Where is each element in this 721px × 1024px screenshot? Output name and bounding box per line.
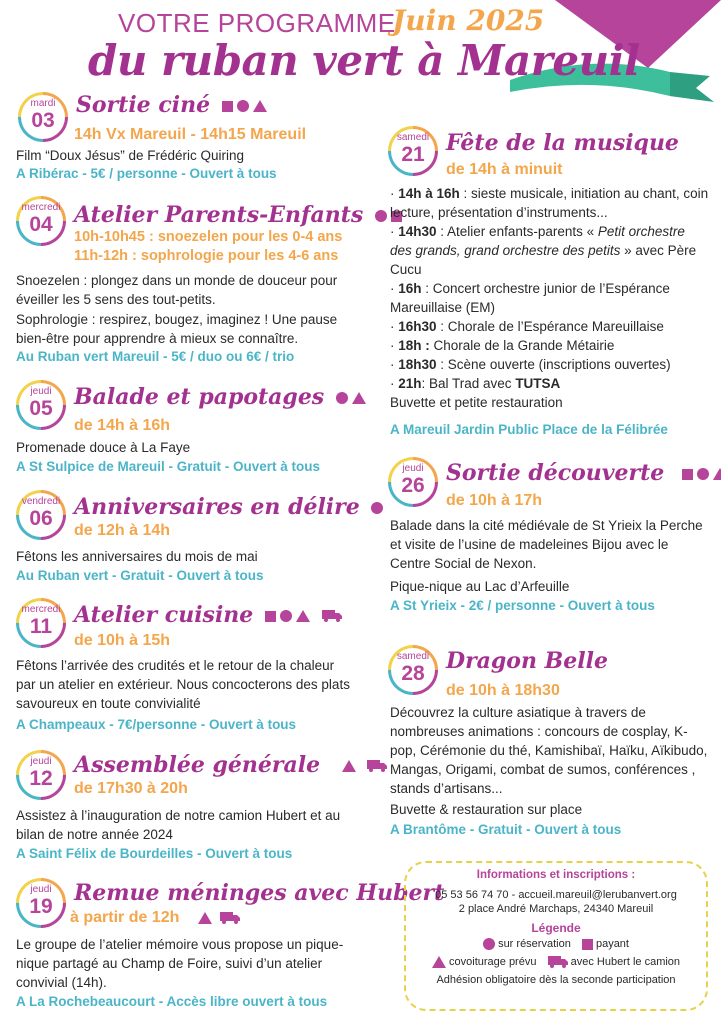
covoiturage-icon [342,760,356,772]
event-description: Découvrez la culture asiatique à travers de nombreuses animations : concours de cosplay, K-pop, Cérémonie du thé, Kamishibaï, Haïku, Aïkibudo, Mangas, Origami, combat de sumos, conférences , stands d’artisans... [390,705,708,796]
event-location: A Mareuil Jardin Public Place de la Félibrée [390,422,668,437]
event-title: Assemblée générale [74,752,387,778]
truck-icon [322,610,342,622]
day-number: 03 [31,109,55,132]
date-badge [388,126,438,176]
event-description: Balade dans la cité médiévale de St Yrieix la Perche et visite de l’usine de madeleines Bijou avec le Centre Social de Nexon. [390,518,703,571]
event-time-2: 11h-12h : sophrologie pour les 4-6 ans [74,248,339,264]
event-location: A Saint Félix de Bourdeilles - Ouvert à tous [16,846,293,861]
legend-row-1 [406,938,706,950]
event-time: 10h-10h45 : snoezelen pour les 0-4 ans [74,229,343,245]
day-number: 12 [29,767,53,790]
day-label: samedi [396,651,430,662]
list-item: · 18h30 : Scène ouverte (inscriptions ouvertes) [390,357,671,372]
reservation-icon [237,100,249,112]
header-top: VOTRE PROGRAMME [118,8,396,38]
day-label: mercredi [21,202,61,213]
legend-payant: payant [595,938,629,950]
info-title: Informations et inscriptions : [476,869,636,881]
event-description: Snoezelen : plongez dans un monde de douceur pour éveiller les 5 sens des tout-petits. [16,273,338,307]
date-badge [388,645,438,695]
date-badge [16,196,66,246]
reservation-icon [371,502,383,514]
day-label: vendredi [21,496,61,507]
day-number: 04 [29,213,53,236]
info-adhesion: Adhésion obligatoire dès la seconde participation [436,974,676,987]
covoiturage-icon [713,468,721,480]
date-badge [16,750,66,800]
header-main-title: du ruban vert à Mareuil [88,36,640,85]
legend-hubert: avec Hubert le camion [570,956,681,969]
event-location: A St Sulpice de Mareuil - Gratuit - Ouvert à tous [16,459,321,474]
day-label: jeudi [30,884,52,895]
event-description-2: Buvette & restauration sur place [390,802,583,817]
day-number: 21 [401,143,425,166]
header-date: Juin 2025 [392,4,545,37]
date-badge [18,92,68,142]
legend-title: Légende [531,921,581,935]
event-title: Fête de la musique [446,130,679,156]
event-location: A La Rochebeaucourt - Accès libre ouvert à tous [16,994,328,1009]
day-number: 05 [29,397,53,420]
day-label: jeudi [402,463,424,474]
event-location: Au Ruban vert Mareuil - 5€ / duo ou 6€ / trio [16,349,295,364]
reservation-icon [280,610,292,622]
payant-icon [222,101,233,112]
legend-covoiturage: covoiturage prévu [449,956,537,969]
reservation-icon [697,468,709,480]
list-item: · 16h30 : Chorale de l’Espérance Mareuillaise [390,319,664,334]
event-time: de 10h à 15h [74,632,171,649]
event-time: 14h Vx Mareuil - 14h15 Mareuil [74,126,307,143]
event-extra: Buvette et petite restauration [390,395,563,410]
legend-reservation: sur réservation [498,938,571,950]
info-box [404,861,708,1011]
list-item: · 16h : Concert orchestre junior de l’Espérance Mareuillaise (EM) [390,281,670,315]
day-label: samedi [396,132,430,143]
payant-icon [682,469,693,480]
event-title: Atelier Parents-Enfants [74,202,402,228]
day-number: 06 [29,507,53,530]
event-title: Atelier cuisine [74,602,342,628]
event-description-2: Pique-nique au Lac d’Arfeuille [390,579,570,594]
reservation-icon [375,210,387,222]
covoiturage-icon [432,956,446,968]
day-label: mercredi [21,604,61,615]
covoiturage-icon [198,912,212,924]
truck-icon [367,760,387,772]
event-description: Le groupe de l’atelier mémoire vous propose un pique-nique partagé au Champ de Foire, suivi d’un atelier convivial (14h). [16,937,344,990]
event-location: A St Yrieix - 2€ / personne - Ouvert à tous [390,598,655,613]
event-time: de 10h à 18h30 [446,682,560,699]
covoiturage-icon [352,392,366,404]
event-time: de 12h à 14h [74,522,171,539]
date-badge [16,878,66,928]
event-title: Balade et papotages [74,384,366,410]
info-address: 2 place André Marchaps, 24340 Mareuil [458,903,654,915]
date-badge [16,598,66,648]
event-program-list [390,184,710,412]
list-item: · 14h30 : Atelier enfants-parents « Petit orchestre des grands, grand orchestre des petits » avec Père Cucu [390,224,697,277]
date-badge [388,457,438,507]
day-number: 26 [401,474,425,497]
event-time: à partir de 12h [70,909,240,927]
day-number: 11 [29,615,53,638]
event-description: Fêtons les anniversaires du mois de mai [16,549,258,564]
event-description: Assistez à l’inauguration de notre camion Hubert et au bilan de notre année 2024 [16,808,341,842]
event-time: de 14h à minuit [446,161,563,178]
event-description: Promenade douce à La Faye [16,440,191,455]
day-label: jeudi [30,386,52,397]
event-location: A Champeaux - 7€/personne - Ouvert à tous [16,717,297,732]
event-location: Au Ruban vert - Gratuit - Ouvert à tous [16,568,264,583]
event-time: de 14h à 16h [74,417,171,434]
payant-icon [265,611,276,622]
day-number: 19 [29,895,53,918]
day-label: jeudi [30,756,52,767]
day-number: 28 [401,662,425,685]
event-description-2: Sophrologie : respirez, bougez, imaginez ! Une pause bien-être pour apprendre à mieux se connaître. [16,312,338,346]
event-title: Sortie ciné [76,92,267,118]
reservation-icon [483,938,495,950]
covoiturage-icon [296,610,310,622]
event-description: Film “Doux Jésus” de Frédéric Quiring [16,148,245,163]
event-title: Remue méninges avec Hubert [74,880,445,906]
event-title: Dragon Belle [446,648,608,674]
event-description: Fêtons l’arrivée des crudités et le retour de la chaleur par un atelier en extérieur. Nous concocterons des plats savoureux en toute convivialité [16,658,350,711]
legend-row-2 [406,956,706,968]
info-contact: 05 53 56 74 70 - accueil.mareuil@lerubanvert.org [435,889,677,901]
event-title: Anniversaires en délire [74,494,383,520]
list-item: · 14h à 16h : sieste musicale, initiation au chant, coin lecture, présentation d’instruments... [390,186,709,220]
truck-icon [548,956,568,968]
event-location: A Ribérac - 5€ / personne - Ouvert à tous [16,166,277,181]
list-item: · 18h : Chorale de la Grande Métairie [390,338,615,353]
event-title: Sortie découverte [446,460,721,486]
covoiturage-icon [253,100,267,112]
date-badge [16,490,66,540]
date-badge [16,380,66,430]
payant-icon [582,939,593,950]
event-time: de 10h à 17h [446,492,543,509]
reservation-icon [336,392,348,404]
day-label: mardi [30,98,56,109]
truck-icon [220,912,240,924]
list-item: · 21h: Bal Trad avec TUTSA [390,376,561,391]
event-time: de 17h30 à 20h [74,780,188,797]
event-location: A Brantôme - Gratuit - Ouvert à tous [390,822,622,837]
